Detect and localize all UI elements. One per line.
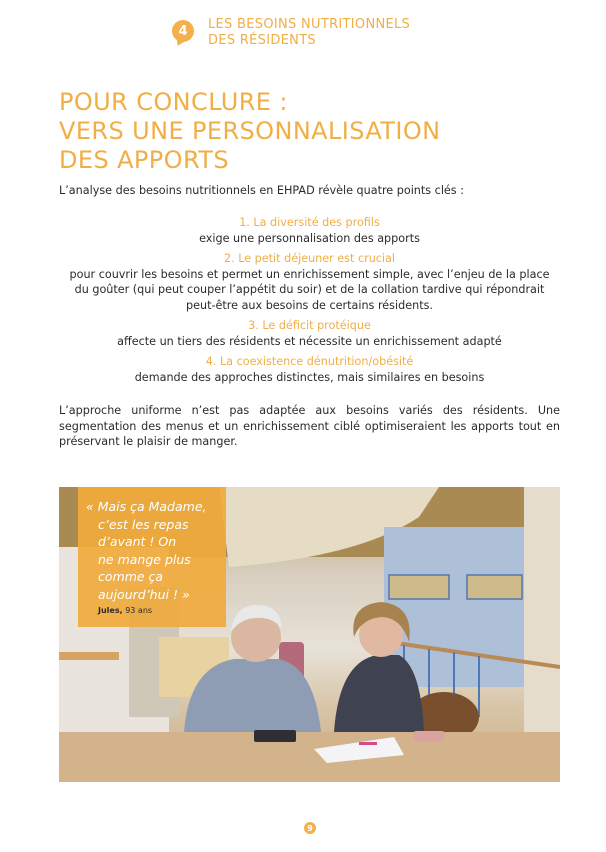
key-point-title: 4. La coexistence dénutrition/obésité (205, 355, 414, 368)
photo-window-1 (389, 575, 449, 599)
page-title-line2: VERS UNE PERSONNALISATION (59, 117, 441, 145)
quote-attribution (86, 606, 218, 615)
photo-right-column (524, 487, 560, 747)
key-point-text: pour couvrir les besoins et permet un enrichissement simple, avec l’enjeu de la place du goûter (qui peut couper l’appétit du soir) et de la collation tardive qui répondrait peut-être aux besoins de certains résidents. (69, 267, 550, 312)
chapter-header (172, 17, 410, 49)
quote-box (78, 487, 226, 627)
key-points-list (59, 215, 560, 390)
photo-handrail-left (59, 652, 119, 660)
conclusion-paragraph: L’approche uniforme n’est pas adaptée aux besoins variés des résidents. Une segmentation des menus et un enrichissement ciblé optimiseraient les apports tout en préservant le plaisir de manger. (59, 404, 560, 448)
chapter-title-line2: DES RÉSIDENTS (208, 33, 316, 48)
page-title-line3: DES APPORTS (59, 146, 229, 174)
key-point (59, 318, 560, 349)
chapter-title (208, 17, 410, 49)
quote-line: « Mais ça Madame, (86, 499, 207, 514)
photo (59, 487, 560, 782)
photo-table (59, 732, 560, 782)
key-point-title: 3. Le déficit protéique (248, 319, 371, 332)
quote-text (86, 498, 218, 603)
photo-wallet (414, 731, 444, 741)
intro-text: L’analyse des besoins nutritionnels en EHPAD révèle quatre points clés : (59, 184, 464, 197)
chapter-title-line1: LES BESOINS NUTRITIONNELS (208, 17, 411, 32)
key-point (59, 215, 560, 246)
key-point-text: exige une personnalisation des apports (199, 231, 420, 245)
key-point-title: 1. La diversité des profils (239, 216, 380, 229)
chapter-number-bubble-icon: 4 (172, 20, 194, 42)
page-title (59, 88, 440, 175)
photo-pen (359, 742, 377, 745)
page-number-bubble-icon: 9 (304, 822, 316, 834)
page-title-line1: POUR CONCLURE : (59, 88, 288, 116)
key-point-text: affecte un tiers des résidents et nécessite un enrichissement adapté (117, 334, 502, 348)
quote-line: aujourd’hui ! » (98, 586, 190, 602)
quote-line: comme ça (98, 569, 164, 584)
photo-window-2 (467, 575, 522, 599)
key-point (59, 251, 560, 313)
quote-line: c’est les repas (98, 516, 189, 532)
quote-line: ne mange plus (98, 551, 191, 567)
quote-line: d’avant ! On (98, 534, 177, 549)
key-point-title: 2. Le petit déjeuner est crucial (223, 252, 396, 265)
quote-author-age: 93 ans (125, 606, 153, 615)
photo-tablet (254, 730, 296, 742)
quote-author-name: Jules, (98, 606, 123, 615)
key-point-text: demande des approches distinctes, mais similaires en besoins (134, 370, 485, 384)
key-point (59, 354, 560, 385)
